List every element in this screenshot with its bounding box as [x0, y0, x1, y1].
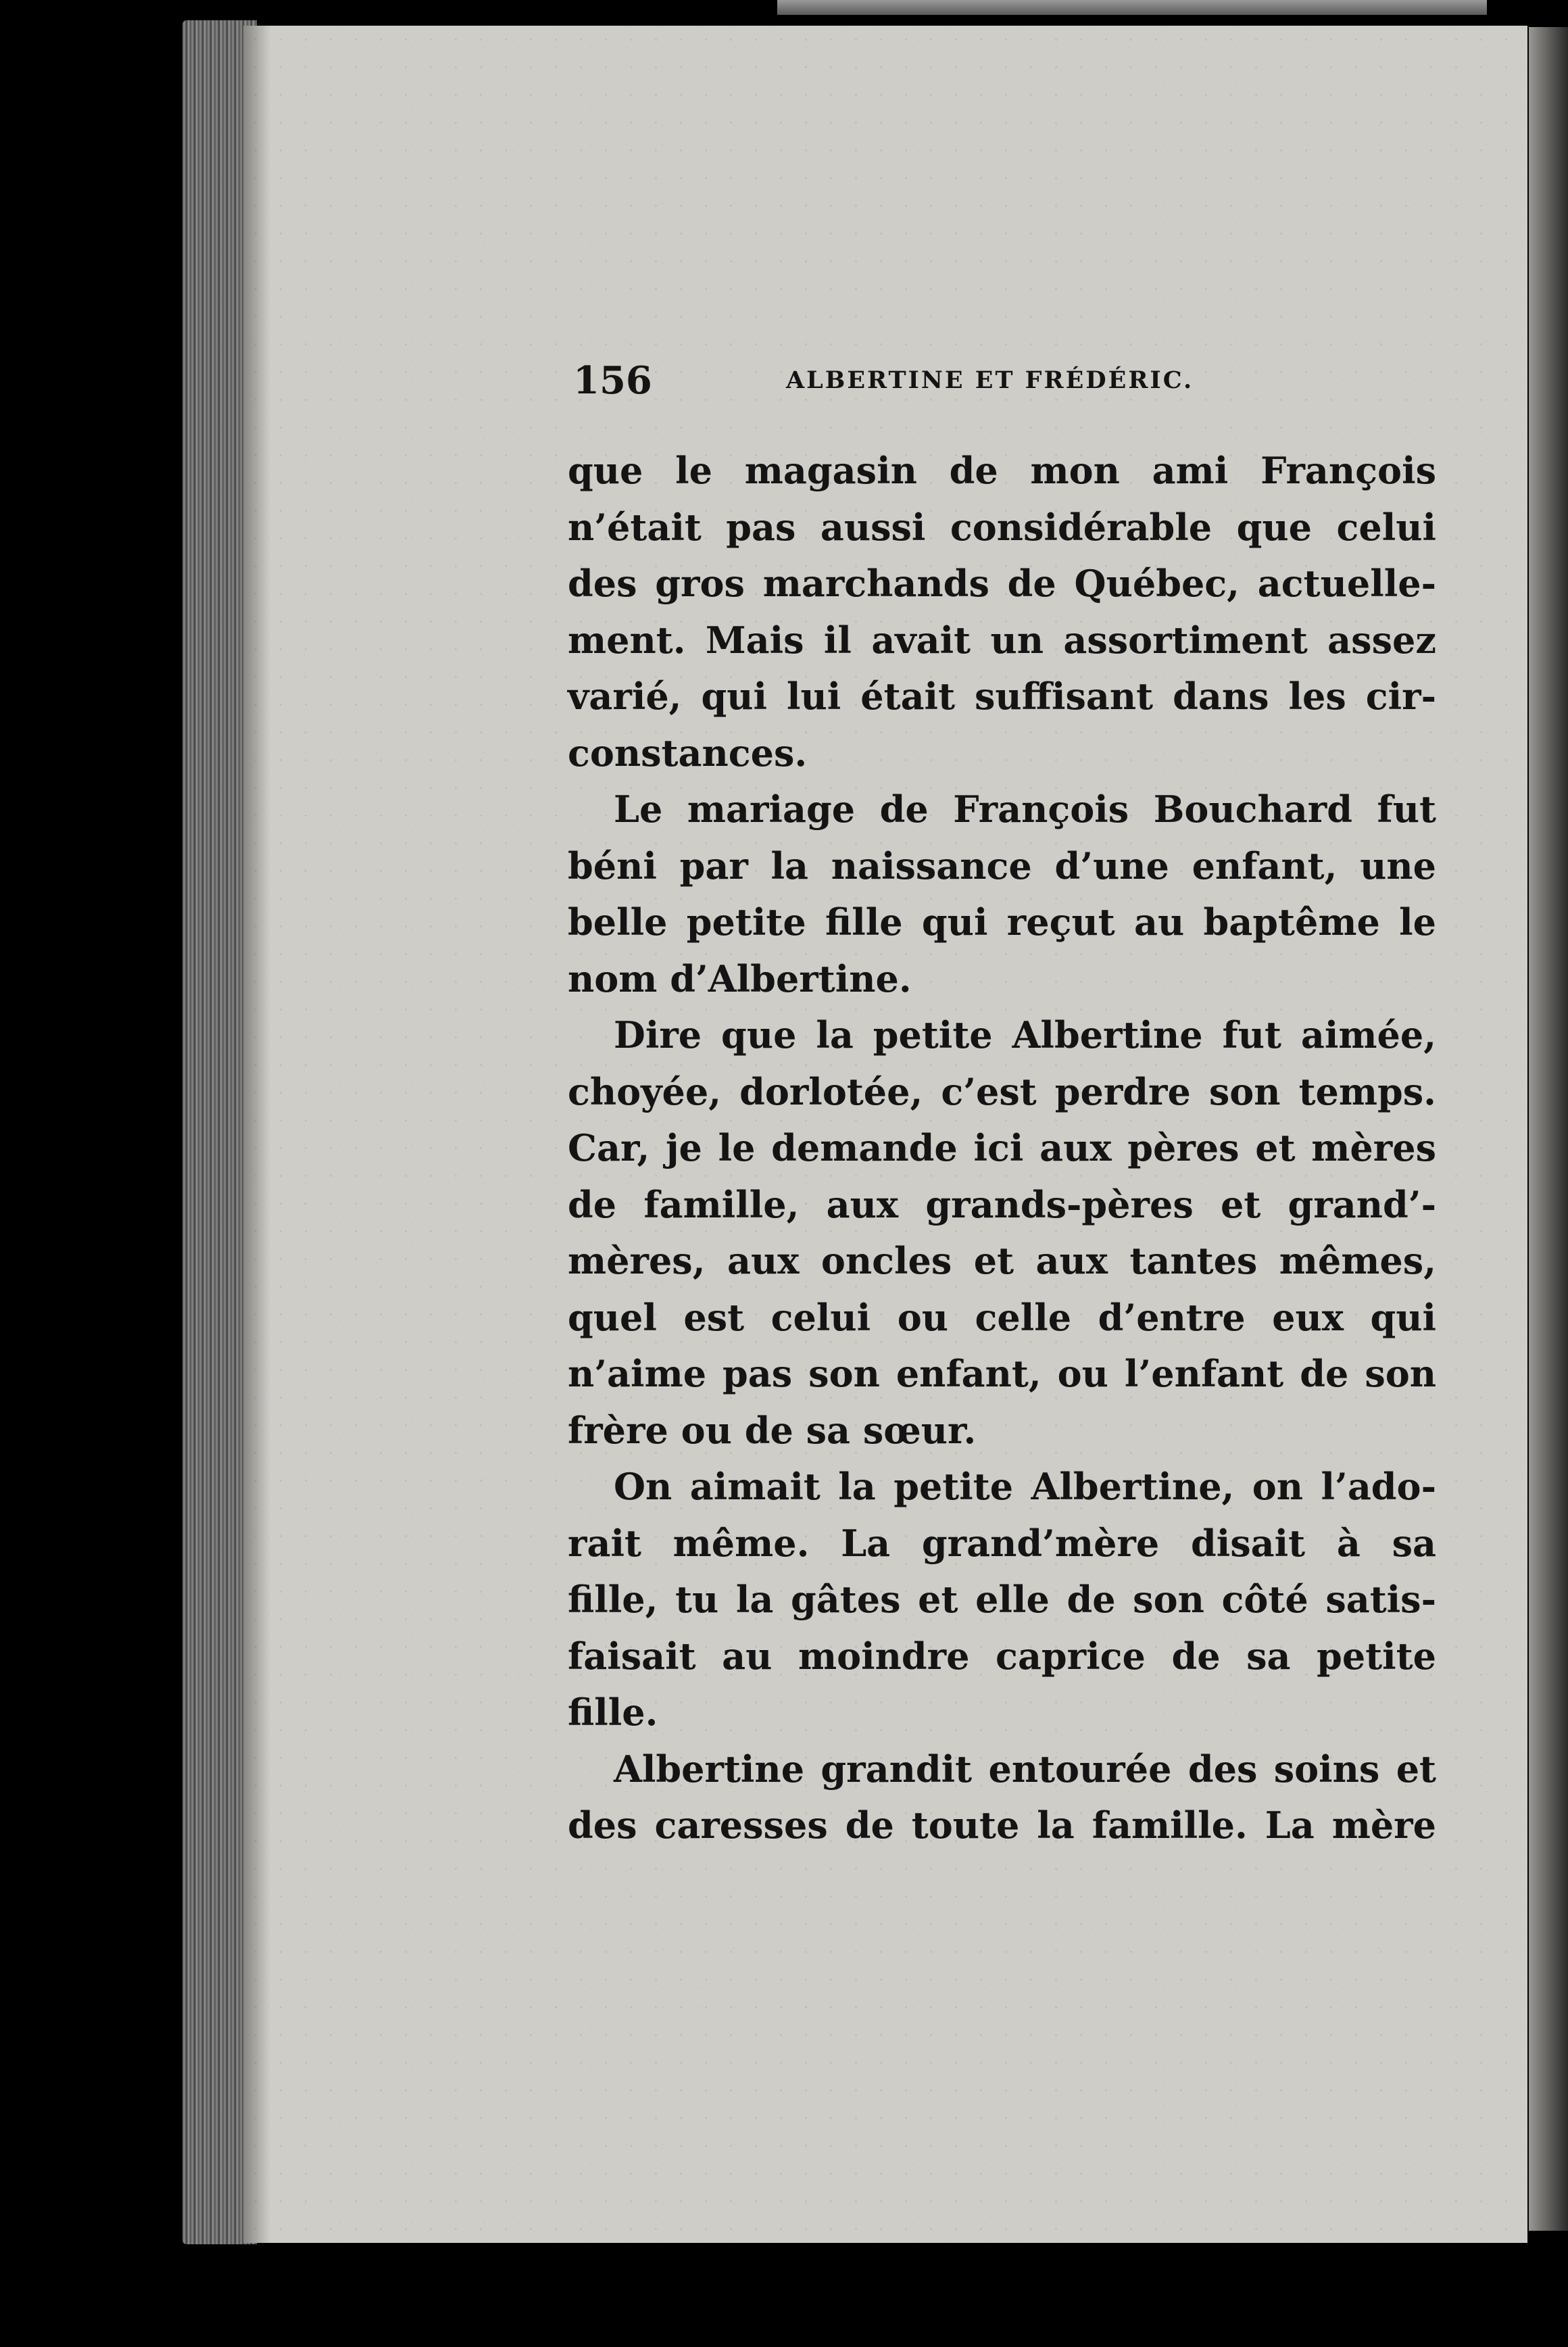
- text-line: que le magasin de mon ami François: [568, 449, 1436, 492]
- text-line: n’était pas aussi considérable que celui: [568, 505, 1436, 549]
- text-line: faisait au moindre caprice de sa petite: [568, 1634, 1436, 1678]
- text-line: On aimait la petite Albertine, on l’ado-: [614, 1465, 1436, 1508]
- scan-top-edge: [777, 0, 1487, 15]
- text-line: béni par la naissance d’une enfant, une: [568, 844, 1436, 888]
- text-line: frère ou de sa sœur.: [568, 1408, 977, 1452]
- text-line: rait même. La grand’mère disait à sa: [568, 1521, 1436, 1565]
- text-line: des gros marchands de Québec, actuelle-: [568, 562, 1436, 605]
- text-line: Dire que la petite Albertine fut aimée,: [614, 1013, 1436, 1057]
- text-line: des caresses de toute la famille. La mère: [568, 1804, 1436, 1847]
- text-line: mères, aux oncles et aux tantes mêmes,: [568, 1239, 1436, 1282]
- text-line: nom d’Albertine.: [568, 957, 912, 1000]
- running-title: ALBERTINE ET FRÉDÉRIC.: [786, 366, 1194, 394]
- text-line: choyée, dorlotée, c’est perdre son temps.: [568, 1069, 1436, 1113]
- running-head: [573, 358, 1431, 412]
- text-line: Albertine grandit entourée des soins et: [614, 1747, 1436, 1791]
- text-line: ment. Mais il avait un assortiment assez: [568, 618, 1436, 662]
- text-line: quel est celui ou celle d’entre eux qui: [568, 1295, 1436, 1339]
- text-line: constances.: [568, 731, 808, 775]
- body-text: [568, 443, 1436, 1854]
- text-line: de famille, aux grands-pères et grand’-: [568, 1182, 1436, 1226]
- text-line: fille, tu la gâtes et elle de son côté satis-: [568, 1578, 1436, 1621]
- text-line: Le mariage de François Bouchard fut: [614, 788, 1436, 831]
- text-line: n’aime pas son enfant, ou l’enfant de son: [568, 1352, 1436, 1395]
- text-line: belle petite fille qui reçut au baptême le: [568, 900, 1436, 944]
- page-number: 156: [573, 358, 652, 403]
- text-line: varié, qui lui était suffisant dans les cir-: [568, 675, 1436, 718]
- scan-right-edge: [1529, 27, 1568, 2231]
- text-line: fille.: [568, 1691, 658, 1734]
- text-line: Car, je le demande ici aux pères et mères: [568, 1126, 1436, 1169]
